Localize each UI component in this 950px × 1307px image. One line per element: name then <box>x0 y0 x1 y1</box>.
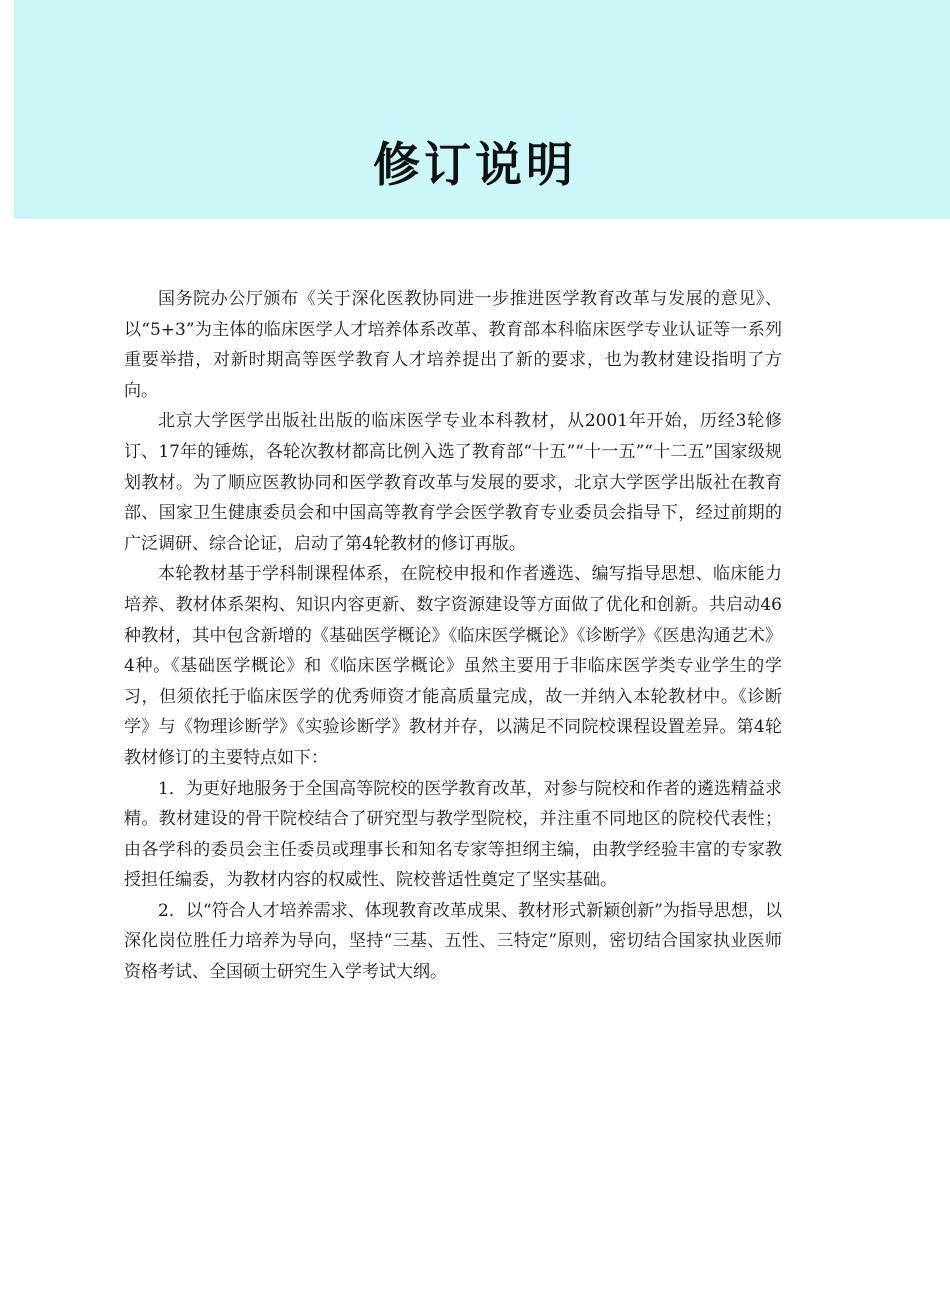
paragraph-overview: 本轮教材基于学科制课程体系，在院校申报和作者遴选、编写指导思想、临床能力培养、教材体系架构、知识内容更新、数字资源建设等方面做了优化和创新。共启动46种教材，其中包含新增的《基础医学概论》《临床医学概论》《诊断学》《医患沟通艺术》4种。《基础医学概论》和《临床医学概论》虽然主要用于非临床医学类专业学生的学习，但须依托于临床医学的优秀师资才能高质量完成，故一并纳入本轮教材中。《诊断学》与《物理诊断学》《实验诊断学》教材并存，以满足不同院校课程设置差异。第4轮教材修订的主要特点如下： <box>124 564 782 768</box>
paragraph-intro: 国务院办公厅颁布《关于深化医教协同进一步推进医学教育改革与发展的意见》、以“5+3”为主体的临床医学人才培养体系改革、教育部本科临床医学专业认证等一系列重要举措，对新时期高等医学教育人才培养提出了新的要求，也为教材建设指明了方向。 <box>124 289 782 401</box>
paragraph-feature-2: 2．以“符合人才培养需求、体现教育改革成果、教材形式新颖创新”为指导思想，以深化岗位胜任力培养为导向，坚持“三基、五性、三特定”原则，密切结合国家执业医师资格考试、全国硕士研究生入学考试大纲。 <box>124 900 782 983</box>
body-text <box>124 284 782 988</box>
page-title: 修订说明 <box>373 138 577 193</box>
paragraph-feature-1: 1．为更好地服务于全国高等院校的医学教育改革，对参与院校和作者的遴选精益求精。教材建设的骨干院校结合了研究型与教学型院校，并注重不同地区的院校代表性；由各学科的委员会主任委员或理事长和知名专家等担纲主编，由教学经验丰富的专家教授担任编委，为教材内容的权威性、院校普适性奠定了坚实基础。 <box>124 778 782 891</box>
paragraph-history: 北京大学医学出版社出版的临床医学专业本科教材，从2001年开始，历经3轮修订、17年的锤炼，各轮次教材都高比例入选了教育部“十五”“十一五”“十二五”国家级规划教材。为了顺应医教协同和医学教育改革与发展的要求，北京大学医学出版社在教育部、国家卫生健康委员会和中国高等教育学会医学教育专业委员会指导下，经过前期的广泛调研、综合论证，启动了第4轮教材的修订再版。 <box>124 411 782 554</box>
